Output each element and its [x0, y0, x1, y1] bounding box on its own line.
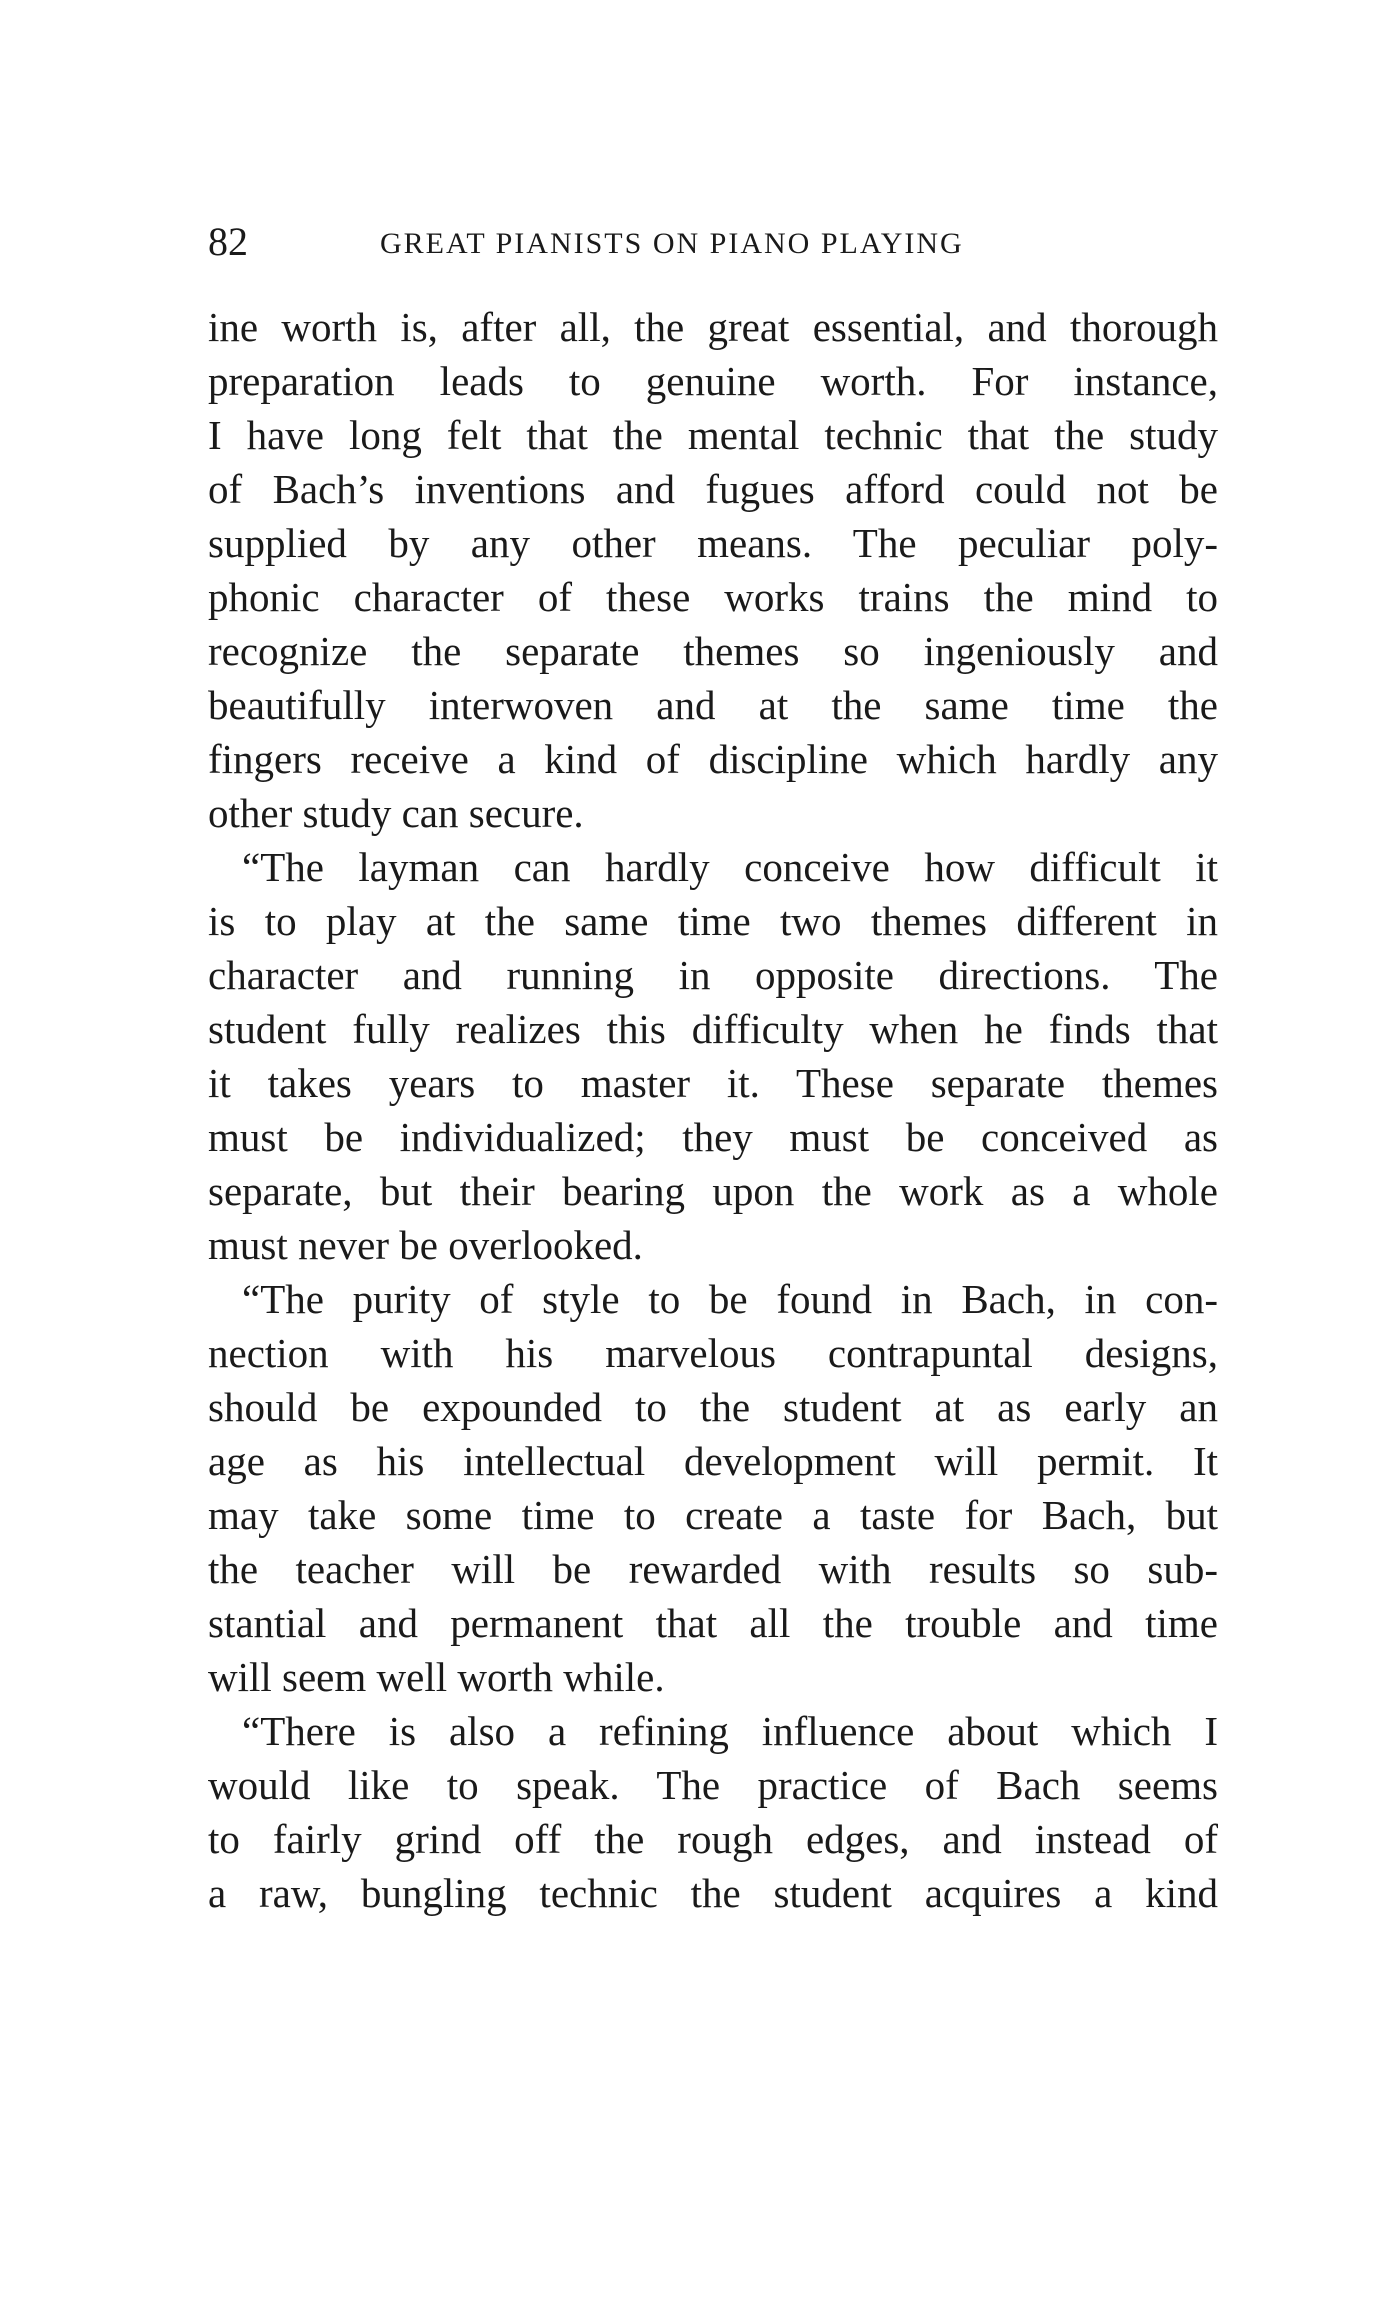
- text-line: phonic character of these works trains the mind to: [208, 574, 1218, 620]
- text-line: I have long felt that the mental technic that the study: [208, 412, 1218, 458]
- text-line: preparation leads to genuine worth. For instance,: [208, 358, 1218, 404]
- text-line: “The purity of style to be found in Bach, in con-: [242, 1276, 1218, 1322]
- text-line: stantial and permanent that all the trouble and time: [208, 1600, 1218, 1646]
- text-line: should be expounded to the student at as early an: [208, 1384, 1218, 1430]
- paragraph-2: [208, 840, 1218, 1272]
- text-line: other study can secure.: [208, 790, 584, 836]
- text-line: nection with his marvelous contrapuntal designs,: [208, 1330, 1218, 1376]
- text-line: of Bach’s inventions and fugues afford could not be: [208, 466, 1218, 512]
- text-line: recognize the separate themes so ingeniously and: [208, 628, 1218, 674]
- text-line: fingers receive a kind of discipline which hardly any: [208, 736, 1218, 782]
- text-line: will seem well worth while.: [208, 1654, 665, 1700]
- body-text: [208, 300, 1218, 1920]
- page-number: 82: [208, 219, 248, 264]
- text-line: must never be overlooked.: [208, 1222, 643, 1268]
- text-line: age as his intellectual development will permit. It: [208, 1438, 1218, 1484]
- paragraph-3: [208, 1272, 1218, 1704]
- text-line: ine worth is, after all, the great essential, and thorough: [208, 304, 1218, 350]
- text-line: supplied by any other means. The peculiar poly-: [208, 520, 1218, 566]
- paragraph-1: [208, 300, 1218, 840]
- paragraph-4: [208, 1704, 1218, 1920]
- text-line: character and running in opposite directions. The: [208, 952, 1218, 998]
- text-line: may take some time to create a taste for Bach, but: [208, 1492, 1218, 1538]
- text-line: is to play at the same time two themes different in: [208, 898, 1218, 944]
- book-title: GREAT PIANISTS ON PIANO PLAYING: [380, 227, 964, 260]
- text-line: a raw, bungling technic the student acquires a kind: [208, 1870, 1218, 1916]
- text-line: “The layman can hardly conceive how difficult it: [242, 844, 1218, 890]
- text-line: “There is also a refining influence about which I: [242, 1708, 1218, 1754]
- text-line: must be individualized; they must be conceived as: [208, 1114, 1218, 1160]
- text-line: student fully realizes this difficulty when he finds that: [208, 1006, 1218, 1052]
- text-line: would like to speak. The practice of Bach seems: [208, 1762, 1218, 1808]
- text-line: the teacher will be rewarded with results so sub-: [208, 1546, 1218, 1592]
- text-line: separate, but their bearing upon the work as a whole: [208, 1168, 1218, 1214]
- text-line: to fairly grind off the rough edges, and instead of: [208, 1816, 1218, 1862]
- running-head: [208, 214, 1218, 270]
- text-line: it takes years to master it. These separate themes: [208, 1060, 1218, 1106]
- text-line: beautifully interwoven and at the same time the: [208, 682, 1218, 728]
